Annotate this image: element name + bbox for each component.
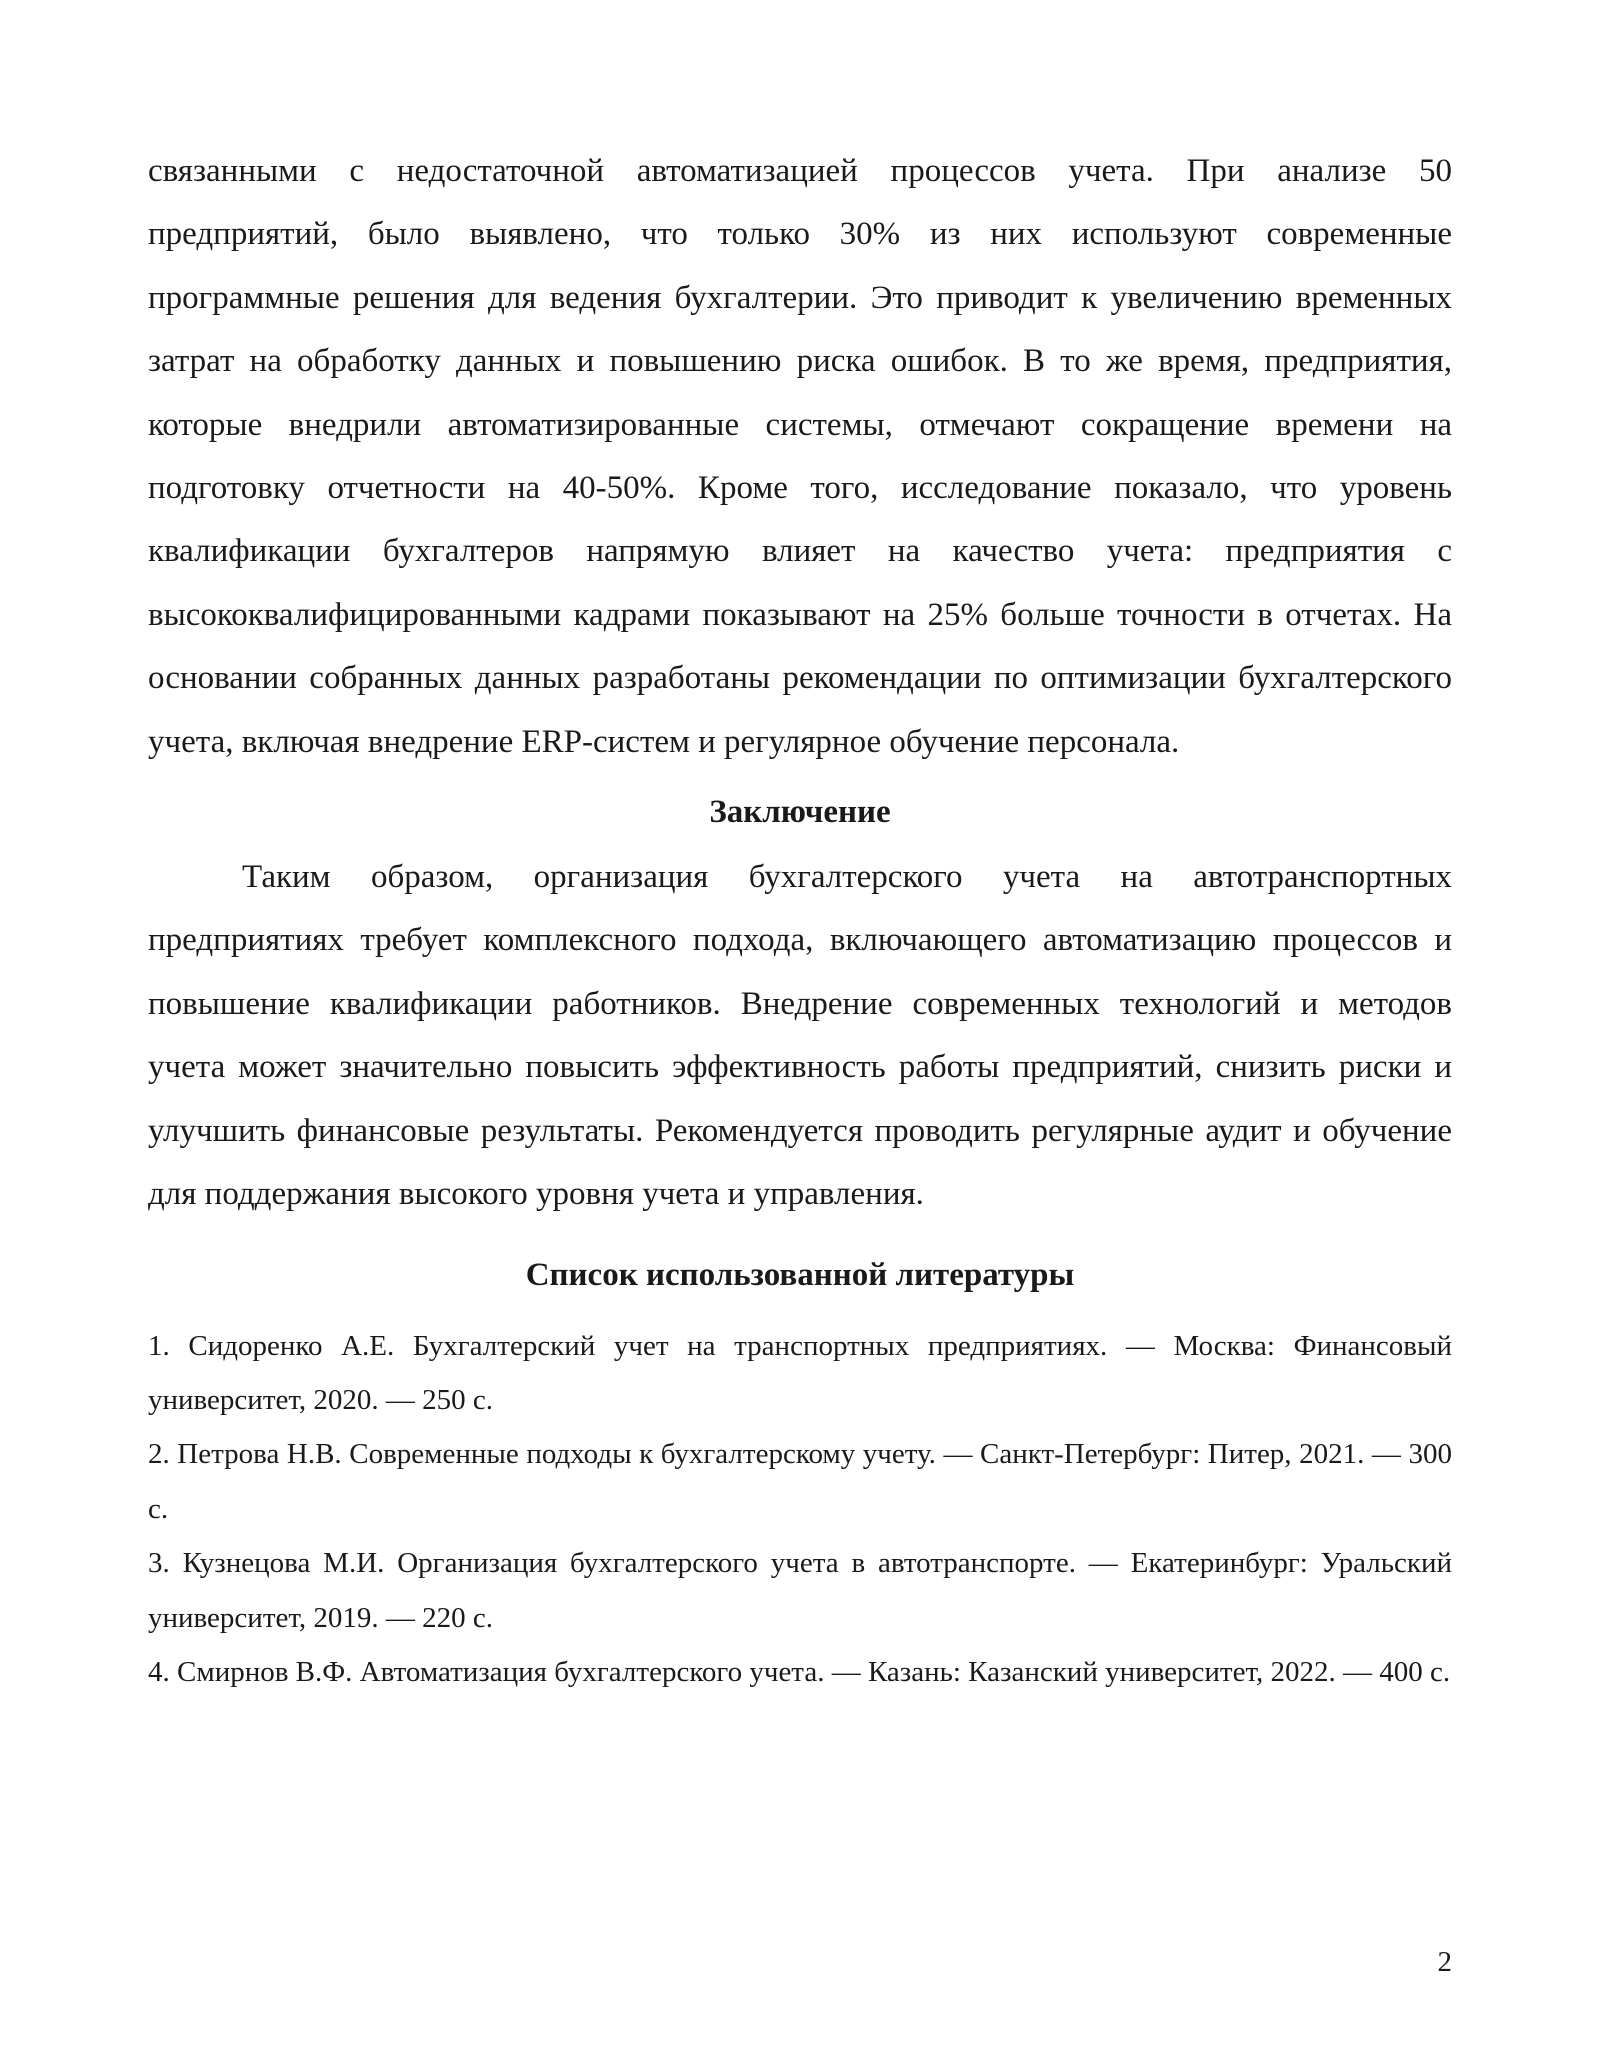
document-page [148, 140, 1452, 1699]
reference-item: 2. Петрова Н.В. Современные подходы к бухгалтерскому учету. — Санкт-Петербург: Питер, 2021. — 300 с. [148, 1438, 1452, 1525]
reference-item: 3. Кузнецова М.И. Организация бухгалтерского учета в автотранспорте. — Екатеринбург: Уральский университет, 2019. — 220 с. [148, 1547, 1452, 1634]
reference-item: 1. Сидоренко А.Е. Бухгалтерский учет на транспортных предприятиях. — Москва: Финансовый университет, 2020. — 250 с. [148, 1329, 1452, 1416]
conclusion-heading: Заключение [709, 794, 891, 831]
references-heading: Список использованной литературы [525, 1256, 1075, 1293]
references-list [148, 1319, 1452, 1700]
page-number: 2 [1437, 1946, 1452, 1978]
reference-item: 4. Смирнов В.Ф. Автоматизация бухгалтерского учета. — Казань: Казанский университет, 2022. — 400 с. [148, 1655, 1451, 1688]
conclusion-paragraph: Таким образом, организация бухгалтерского учета на автотранспортных предприятиях требует комплексного подхода, включающего автоматизацию процессов и повышение квалификации работников. Внедрение современных технологий и методов учета может значительно повысить эффективность работы предприятий, снизить риски и улучшить финансовые результаты. Рекомендуется проводить регулярные аудит и обучение для поддержания высокого уровня учета и управления. [148, 859, 1452, 1213]
body-paragraph: связанными с недостаточной автоматизацией процессов учета. При анализе 50 предприятий, было выявлено, что только 30% из них используют современные программные решения для ведения бухгалтерии. Это приводит к увеличению временных затрат на обработку данных и повышению риска ошибок. В то же время, предприятия, которые внедрили автоматизированные системы, отмечают сокращение времени на подготовку отчетности на 40-50%. Кроме того, исследование показало, что уровень квалификации бухгалтеров напрямую влияет на качество учета: предприятия с высококвалифицированными кадрами показывают на 25% больше точности в отчетах. На основании собранных данных разработаны рекомендации по оптимизации бухгалтерского учета, включая внедрение ERP-систем и регулярное обучение персонала. [148, 153, 1452, 760]
